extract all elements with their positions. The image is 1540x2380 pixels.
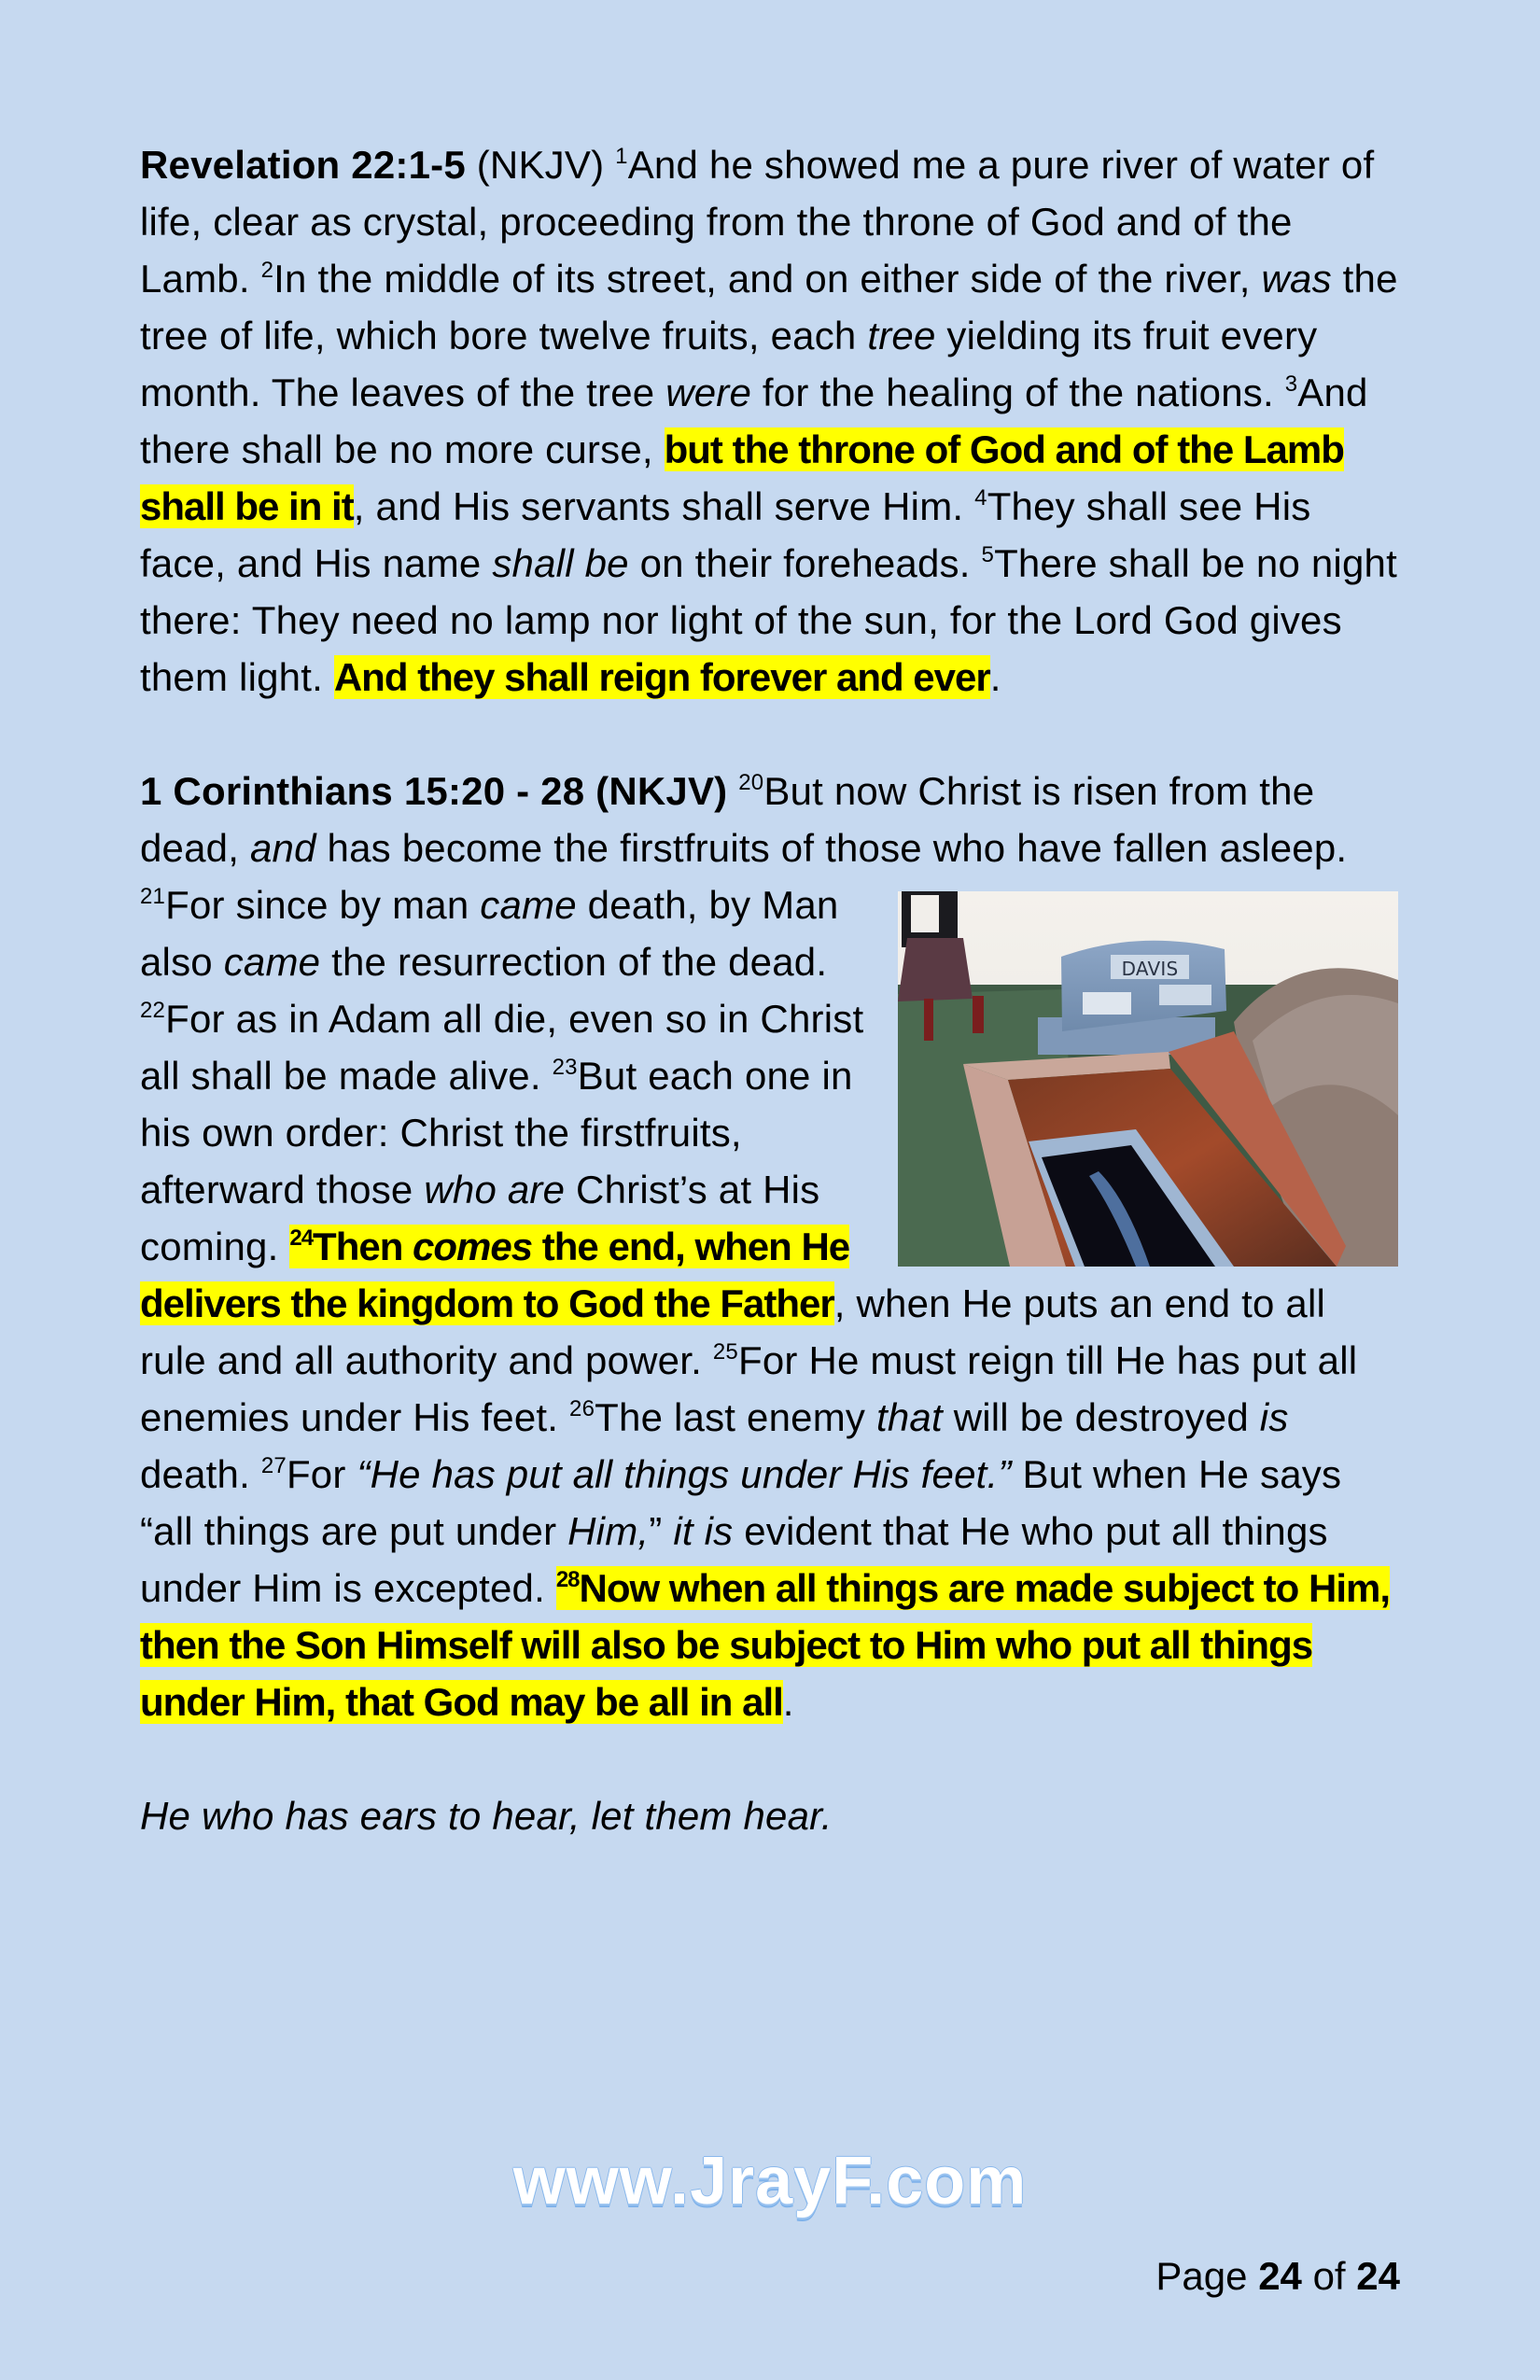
verse-text: death, by Man also [140, 883, 839, 984]
verse-number: 26 [569, 1396, 595, 1421]
current-page: 24 [1258, 2254, 1302, 2298]
italic-word: comes [413, 1225, 533, 1268]
italic-word: were [665, 371, 752, 414]
grave-photo [898, 891, 1398, 1267]
verse-text: There shall be no night there: They need no lamp nor light of the sun, for the Lord God gives them light. [140, 541, 1397, 699]
verse-text: yielding its fruit every month. The leaves of the tree [140, 314, 1318, 414]
scripture-reference: 1 Corinthians 15:20 - 28 (NKJV) [140, 769, 728, 813]
scripture-reference: Revelation 22:1-5 [140, 143, 466, 187]
passage-revelation [140, 136, 1400, 706]
italic-word: it is [673, 1509, 734, 1553]
italic-word: who are [424, 1168, 566, 1211]
italic-word: came [480, 883, 577, 927]
verse-text: evident that He who put all things under Him is excepted. [140, 1509, 1328, 1610]
verse-number: 28 [555, 1567, 580, 1592]
highlighted-segment: Then [313, 1225, 413, 1268]
verse-text: The last enemy [595, 1395, 876, 1439]
verse-text: But each one in his own order: Christ the firstfruits, afterward those [140, 1054, 853, 1211]
verse-number: 1 [615, 144, 628, 169]
italic-word: shall be [492, 541, 629, 585]
verse-text: But now Christ is risen from the dead, [140, 769, 1315, 870]
verse-text: , when He puts an end to all rule and all authority and power. [140, 1281, 1326, 1382]
italic-word: was [1261, 257, 1332, 301]
document-page [140, 136, 1400, 1844]
verse-text: They shall see His face, and His name [140, 484, 1311, 585]
verse-text: the tree of life, which bore twelve fruits, each [140, 257, 1398, 357]
closing-line: He who has ears to hear, let them hear. [140, 1794, 833, 1838]
highlighted-text: but the throne of God and of the Lamb shall be in it [140, 427, 1344, 528]
italic-word: tree [867, 314, 936, 357]
highlighted-text: And they shall reign forever and ever [333, 655, 990, 699]
italic-word: Him, [567, 1509, 650, 1553]
grave-photo-illustration [898, 891, 1398, 1267]
of-label: of [1312, 2254, 1346, 2298]
verse-text: For since by man [165, 883, 481, 927]
italic-word: is [1259, 1395, 1289, 1439]
page-number [1155, 2254, 1400, 2299]
italic-word: and [249, 826, 316, 870]
verse-text: for the healing of the nations. [751, 371, 1285, 414]
verse-text: will be destroyed [942, 1395, 1260, 1439]
punctuation: . [989, 655, 1001, 699]
bible-version: (NKJV) [476, 143, 605, 187]
verse-text: has become the firstfruits of those who have fallen asleep. [315, 826, 1348, 870]
headstone-name: DAVIS [1121, 958, 1179, 980]
verse-text: the resurrection of the dead. [320, 940, 828, 984]
verse-number: 25 [712, 1339, 738, 1365]
verse-number: 4 [974, 485, 987, 511]
verse-text: For as in Adam all die, even so in Christ all shall be made alive. [140, 997, 864, 1098]
verse-text: death. [140, 1452, 261, 1496]
verse-number: 27 [260, 1453, 287, 1478]
verse-text: For He must reign till He has put all enemies under His feet. [140, 1338, 1358, 1439]
verse-text: But when He says “all things are put under [140, 1452, 1342, 1553]
verse-text: , and His servants shall serve Him. [353, 484, 975, 528]
punctuation: . [782, 1680, 794, 1724]
verse-text: And he showed me a pure river of water of life, clear as crystal, proceeding from the throne of God and of the Lamb. [140, 143, 1375, 301]
verse-text: ” [649, 1509, 674, 1553]
verse-number: 24 [289, 1225, 314, 1251]
verse-text: In the middle of its street, and on either side of the river, [273, 257, 1262, 301]
page-label: Page [1155, 2254, 1248, 2298]
verse-number: 23 [552, 1055, 578, 1080]
verse-number: 22 [140, 998, 166, 1023]
verse-number: 3 [1284, 371, 1298, 397]
verse-text: Christ’s at His coming. [140, 1168, 820, 1268]
verse-text: For [286, 1452, 357, 1496]
verse-number: 21 [140, 884, 166, 909]
verse-text: on their foreheads. [628, 541, 982, 585]
verse-number: 5 [981, 542, 995, 567]
verse-number: 2 [260, 258, 274, 283]
highlighted-segment: Now when all things are made subject to Him, then the Son Himself will also be subject to Him who put all things under Him, that God may be all in all [140, 1566, 1391, 1724]
website-watermark: www.JrayF.com [512, 2144, 1028, 2219]
verse-number: 20 [738, 770, 764, 795]
total-pages: 24 [1356, 2254, 1400, 2298]
italic-quote: “He has put all things under His feet.” [357, 1452, 1012, 1496]
passage-corinthians [140, 763, 1400, 1730]
italic-word: came [223, 940, 321, 984]
highlighted-segment: the end, when He delivers the kingdom to God the Father [140, 1225, 850, 1325]
verse-text: And there shall be no more curse, [140, 371, 1368, 471]
italic-word: that [875, 1395, 943, 1439]
